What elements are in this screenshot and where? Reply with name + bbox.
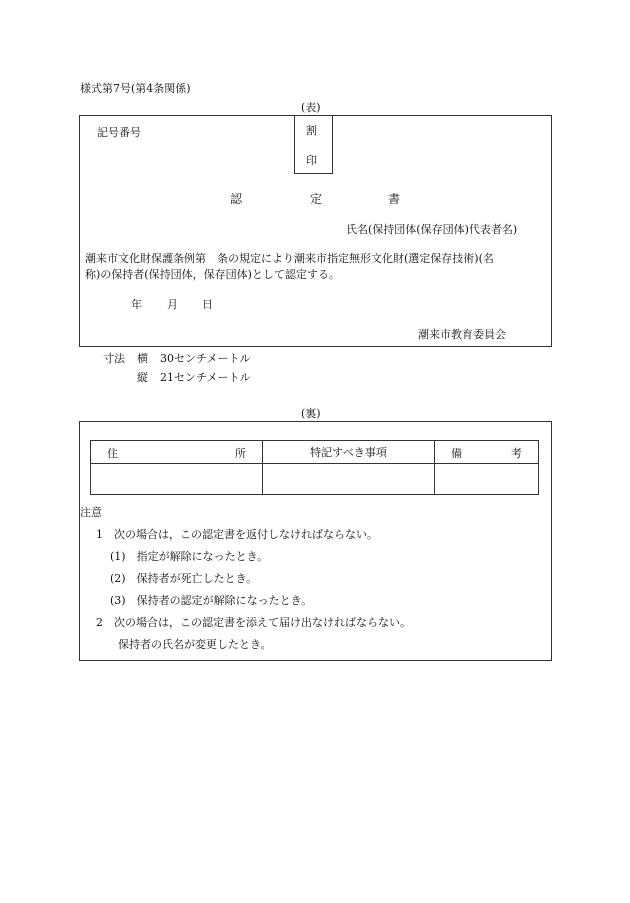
remarks-header: [435, 441, 539, 464]
note-1-item-2: (2) 保持者が死亡したとき。: [110, 572, 258, 585]
date-day-label: 日: [202, 298, 213, 311]
table-row: [91, 464, 539, 495]
certificate-title-char-1: 認: [230, 192, 243, 206]
date-year-label: 年: [131, 298, 142, 311]
dimensions-height-label: 縦: [137, 371, 148, 384]
note-1: 1 次の場合は，この認定書を返付しなければならない。: [96, 528, 378, 541]
seal-top-char: 割: [306, 124, 317, 137]
record-number-label: 記号番号: [97, 126, 141, 139]
certificate-body-line-1: 潮来市文化財保護条例第 条の規定により潮来市指定無形文化財(選定保存技術)(名: [85, 252, 494, 265]
note-1-item-1: (1) 指定が解除になったとき。: [110, 550, 269, 563]
certificate-title-char-3: 書: [388, 192, 401, 206]
issuer-name: 潮来市教育委員会: [418, 328, 506, 341]
dimensions-width-label: 横: [137, 352, 148, 365]
note-2: 2 次の場合は，この認定書を添えて届け出なければならない。: [96, 616, 411, 629]
address-header-char-1: 住: [107, 447, 118, 460]
special-notes-header: 特記すべき事項: [263, 441, 435, 464]
special-notes-cell: [263, 464, 435, 495]
address-header: [91, 441, 263, 464]
remarks-header-char-2: 考: [511, 447, 522, 460]
notes-heading: 注意: [80, 506, 102, 519]
note-2-item: 保持者の氏名が変更したとき。: [118, 638, 272, 651]
seal-bottom-char: 印: [306, 154, 317, 167]
back-info-table: [90, 440, 539, 495]
certificate-title-char-2: 定: [310, 192, 323, 206]
certificate-body-line-2: 称)の保持者(保持団体，保存団体)として認定する。: [85, 268, 340, 281]
note-1-item-3: (3) 保持者の認定が解除になったとき。: [110, 594, 313, 607]
remarks-header-char-1: 備: [451, 447, 462, 460]
form-title: 様式第7号(第4条関係): [80, 82, 191, 95]
address-cell: [91, 464, 263, 495]
dimensions-label: 寸法: [103, 352, 125, 365]
address-header-char-2: 所: [235, 447, 246, 460]
dimensions-width-value: 30センチメートル: [160, 352, 251, 365]
date-month-label: 月: [167, 298, 178, 311]
back-side-label: (裏): [301, 407, 321, 420]
dimensions-height-value: 21センチメートル: [160, 371, 251, 384]
front-side-label: (表): [301, 101, 321, 114]
remarks-cell: [435, 464, 539, 495]
holder-name-label: 氏名(保持団体(保存団体)代表者名): [346, 223, 518, 236]
